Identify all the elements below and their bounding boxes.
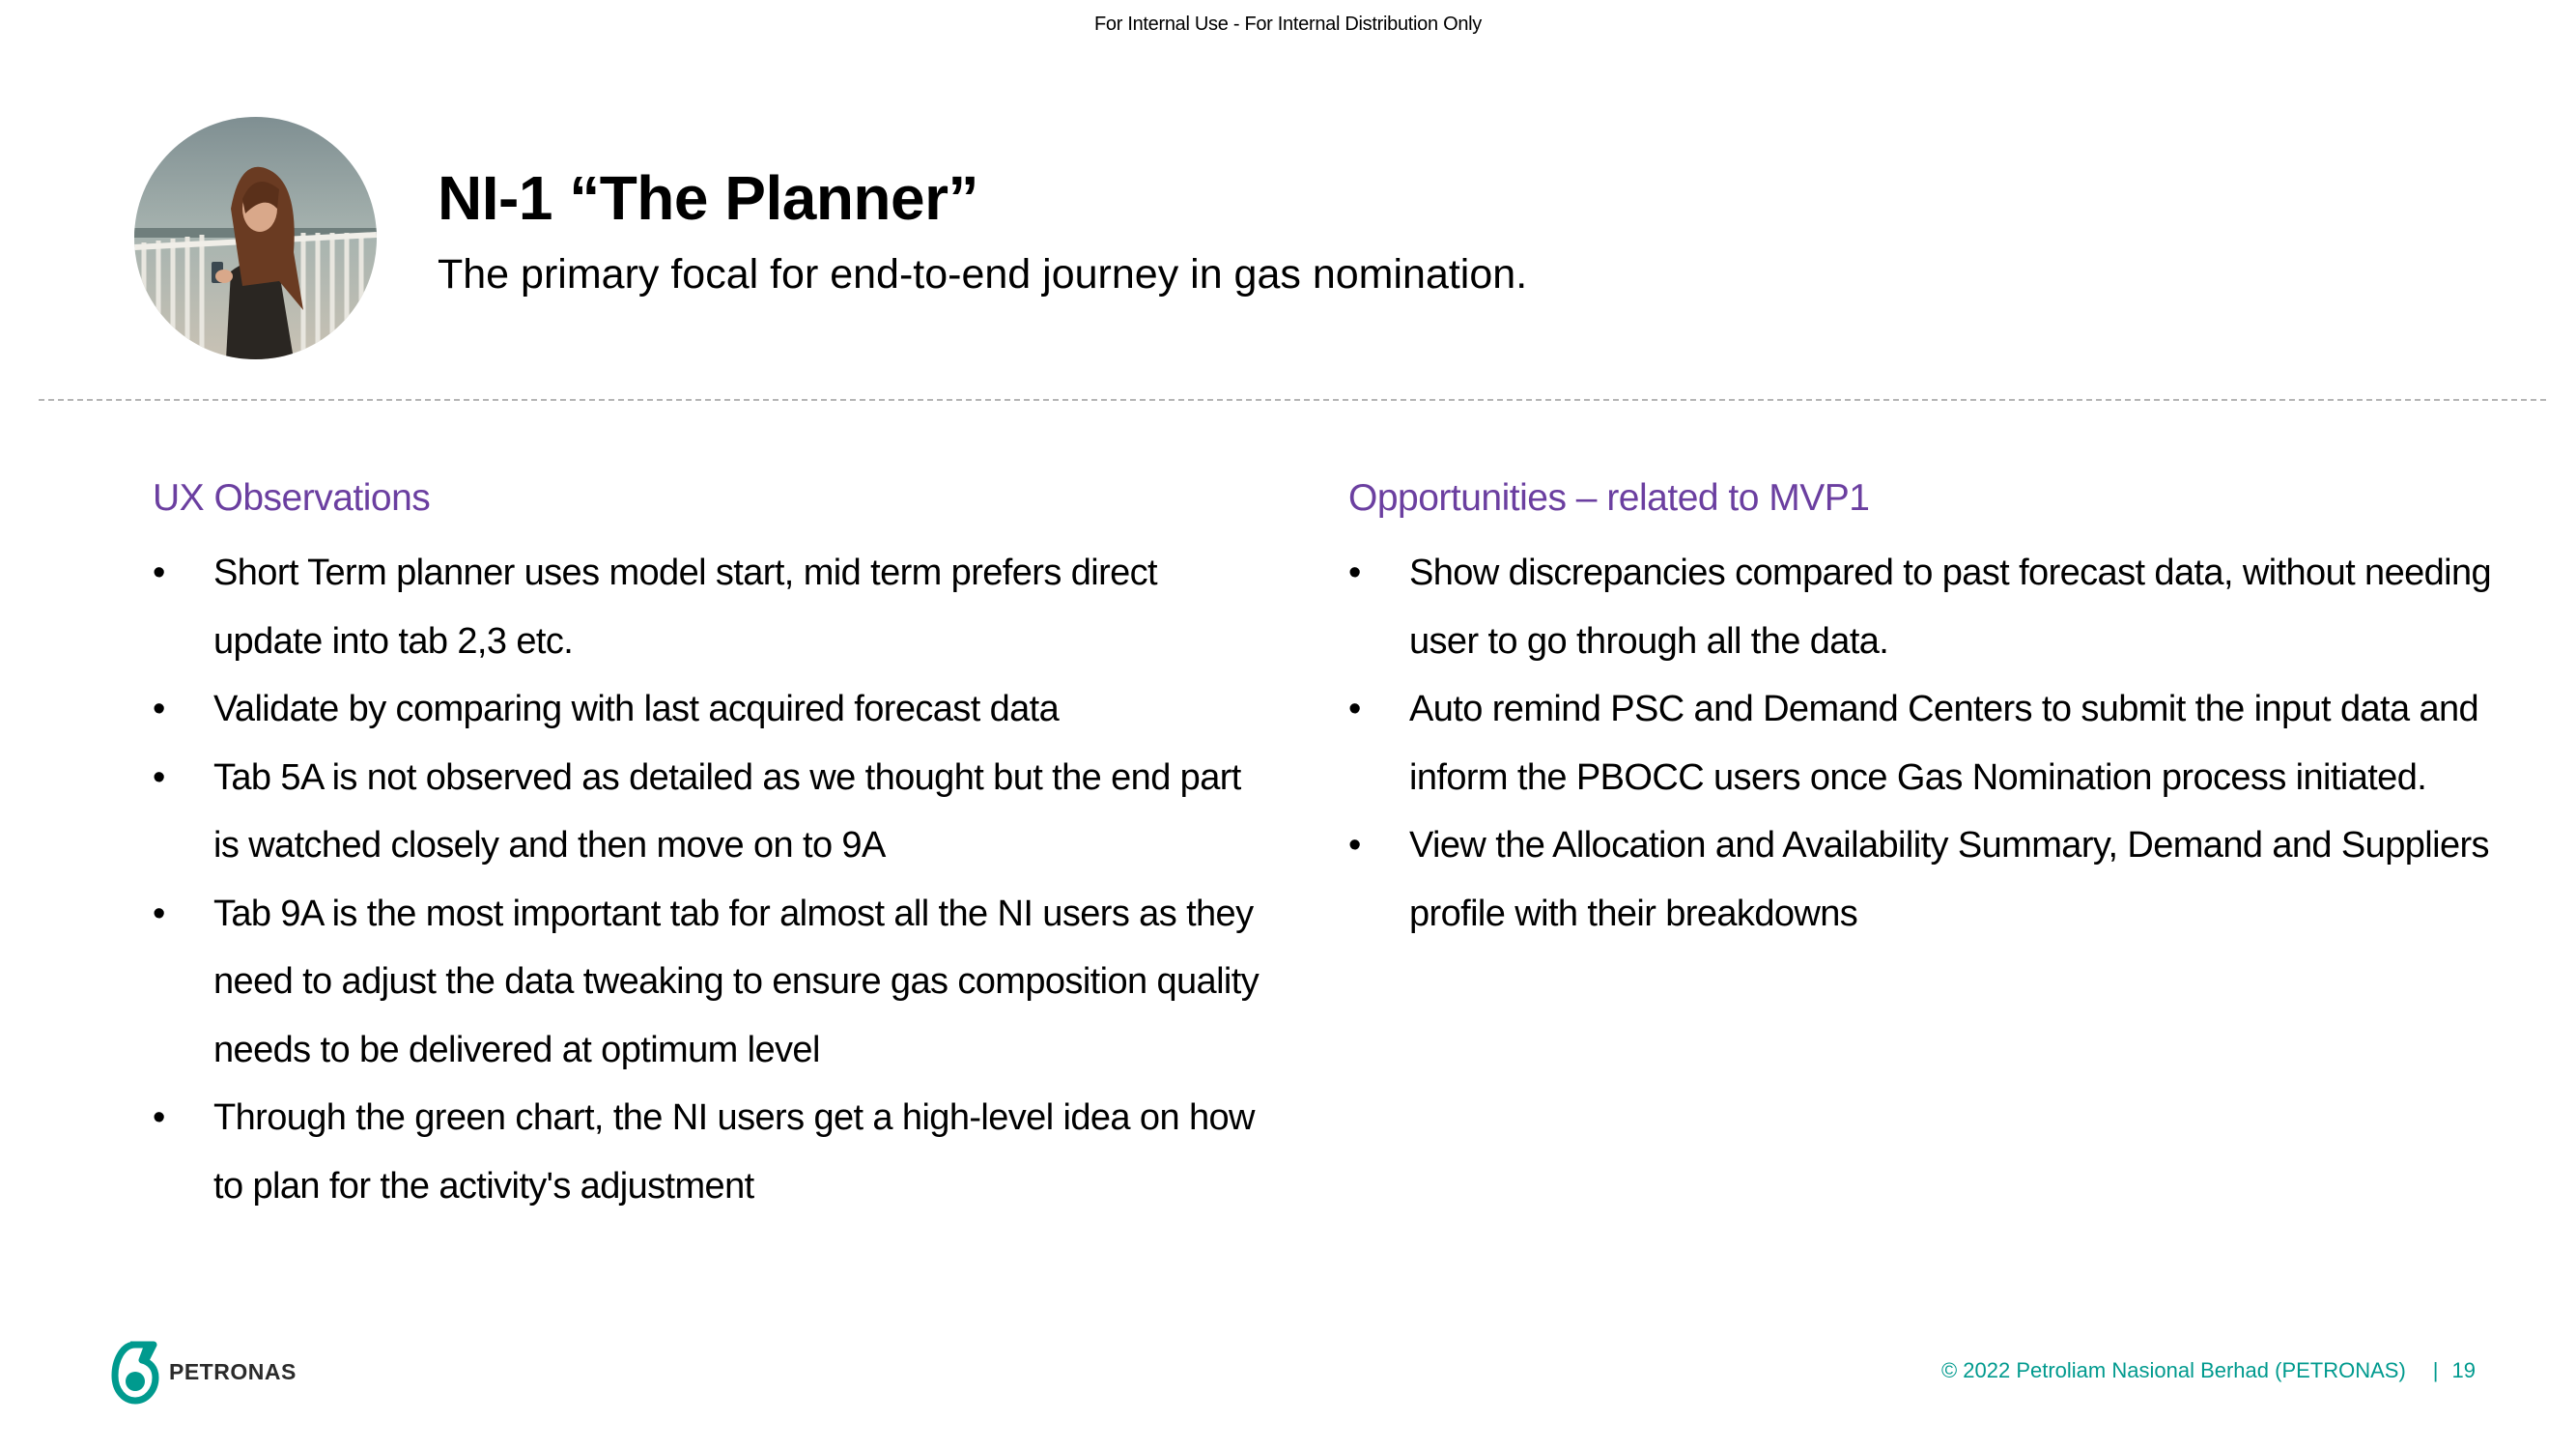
list-item-text: Tab 9A is the most important tab for almost all the NI users as they need to adjust the data tweaking to ensure gas composition quality needs to be delivered at optimum level [213,893,1260,1070]
footer-copyright [1941,1358,2476,1383]
opportunities-section [1348,477,2507,948]
list-item [153,744,1273,880]
list-item-text: Auto remind PSC and Demand Centers to submit the input data and inform the PBOCC users once Gas Nomination process initiated. [1409,689,2479,798]
list-item-text: View the Allocation and Availability Summary, Demand and Suppliers profile with their breakdowns [1409,825,2489,934]
opportunities-heading: Opportunities – related to MVP1 [1348,477,1870,519]
list-item [153,880,1273,1085]
bullet-marker: • [153,689,165,729]
ux-observations-list [153,539,1273,1220]
list-item-text: Short Term planner uses model start, mid term prefers direct update into tab 2,3 etc. [213,553,1158,662]
bullet-marker: • [1348,689,1361,729]
list-item [1348,811,2507,948]
list-item-text: Validate by comparing with last acquired forecast data [213,689,1060,729]
persona-subtitle: The primary focal for end-to-end journey in gas nomination. [438,251,1528,298]
list-item-text: Through the green chart, the NI users get a high-level idea on how to plan for the activity's adjustment [213,1097,1255,1207]
persona-avatar [134,117,377,359]
petronas-logo-icon [109,1339,161,1405]
section-divider [39,399,2546,401]
bullet-marker: • [1348,825,1361,866]
bullet-marker: • [1348,553,1361,593]
list-item [1348,539,2507,675]
list-item [153,1084,1273,1220]
list-item [153,539,1273,675]
bullet-marker: • [153,1097,165,1138]
ux-observations-section [153,477,1273,1220]
classification-label: For Internal Use - For Internal Distribution Only [1093,14,1482,35]
list-item [153,675,1273,744]
bullet-marker: • [153,756,165,798]
ux-observations-heading: UX Observations [153,477,431,519]
persona-title: NI-1 “The Planner” [438,163,978,233]
bullet-marker: • [153,553,165,593]
logo-wordmark: PETRONAS [169,1358,297,1384]
list-item-text: Show discrepancies compared to past forecast data, without needing user to go through all the data. [1409,553,2492,662]
list-item [1348,675,2507,811]
list-item-text: Tab 5A is not observed as detailed as we thought but the end part is watched closely and then move on to 9A [213,756,1241,866]
copyright-text: © 2022 Petroliam Nasional Berhad (PETRONAS) [1940,1358,2406,1382]
petronas-logo [109,1339,297,1405]
opportunities-list [1348,539,2507,948]
bullet-marker: • [153,893,165,934]
footer-separator: | [2432,1358,2439,1382]
page-number: 19 [2451,1358,2476,1382]
